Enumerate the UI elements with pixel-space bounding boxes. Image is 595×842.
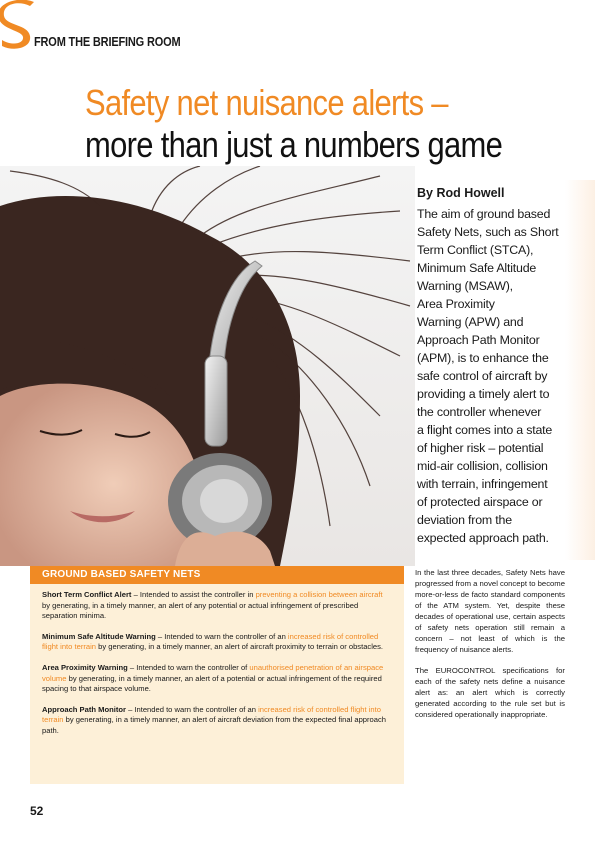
box-item-term: Area Proximity Warning [42, 662, 128, 672]
box-item-apw [42, 663, 392, 695]
body-column [415, 567, 565, 730]
box-item-text: – Intended to warn the controller of an [155, 631, 288, 641]
body-paragraph: In the last three decades, Safety Nets have progressed from a novel concept to become more-or-less de facto standard components of the ATM system. Yet, despite these decades of operational use, certain aspects of safety nets operation still remain a concern – not least of which is the frequency of nuisance alerts. [415, 568, 565, 654]
lead-line: Minimum Safe Altitude [417, 261, 537, 275]
byline: By Rod Howell [417, 186, 505, 200]
page-number: 52 [30, 804, 44, 818]
lead-line: providing a timely alert to [417, 387, 550, 401]
box-item-text: by generating, in a timely manner, an alert of a potential or actual infringement of the required spacing to that airspace volume. [42, 673, 382, 694]
lead-line: Term Conflict (STCA), [417, 243, 534, 257]
box-heading: GROUND BASED SAFETY NETS [30, 566, 404, 584]
lead-line: Warning (APW) and [417, 315, 524, 329]
box-item-highlight: unauthorised penetration of an airspace volume [42, 662, 384, 683]
lead-line: Area Proximity [417, 297, 495, 311]
box-item-term: Short Term Conflict Alert [42, 590, 132, 599]
box-item-text: – Intended to assist the controller in [131, 590, 256, 599]
lead-line: Safety Nets, such as Short [417, 225, 559, 239]
box-item-highlight: preventing a collision between aircraft [255, 590, 383, 599]
lead-line: Approach Path Monitor [417, 333, 540, 347]
lead-line: deviation from the [417, 513, 512, 527]
lead-line: a flight comes into a state [417, 423, 553, 437]
box-item-text: by generating, in a timely manner, an alert of any potential or actual infringement of prescribed separation minima. [42, 600, 359, 621]
lead-line: expected approach path. [417, 531, 549, 545]
lead-line: mid-air collision, collision [417, 459, 548, 473]
box-item-text: – Intended to warn the controller of [127, 662, 250, 672]
box-item-term: Minimum Safe Altitude Warning [42, 631, 156, 641]
lead-line: Warning (MSAW), [417, 279, 513, 293]
box-item-text: – Intended to warn the controller of an [125, 704, 259, 714]
box-item-msaw [42, 632, 392, 653]
article-title [85, 82, 515, 166]
woman-with-headphones-photo [0, 166, 415, 566]
lead-line: of higher risk – potential [417, 441, 544, 455]
safety-nets-box [30, 566, 404, 784]
box-item-text: by generating, in a timely manner, an alert of aircraft proximity to terrain or obstacles. [96, 642, 384, 652]
lead-line: safe control of aircraft by [417, 369, 548, 383]
box-item-stca [42, 590, 392, 622]
lead-line: The aim of ground based [417, 207, 551, 221]
box-item-term: Approach Path Monitor [42, 704, 126, 714]
title-line-1: Safety net nuisance alerts – [85, 82, 448, 123]
box-item-text: by generating, in a timely manner, an alert of aircraft deviation from the expected final approach path. [42, 715, 387, 735]
lead-paragraph [417, 205, 585, 547]
lead-line: the controller whenever [417, 405, 542, 419]
magazine-section-logo [0, 0, 38, 56]
body-paragraph: The EUROCONTROL specifications for each of the safety nets define a nuisance alert as: an alert which is correctly generated according to the rule set but is considered operationally inappropriate. [415, 666, 565, 719]
title-line-2: more than just a numbers game [85, 124, 503, 165]
lead-line: of protected airspace or [417, 495, 543, 509]
lead-line: with terrain, infringement [417, 477, 548, 491]
box-item-highlight: increased risk of controlled flight into terrain [42, 631, 379, 652]
box-item-apm [42, 705, 392, 737]
lead-line: (APM), is to enhance the [417, 351, 549, 365]
box-item-highlight: increased risk of controlled flight into terrain [42, 704, 381, 725]
section-label: FROM THE BRIEFING ROOM [34, 35, 181, 49]
